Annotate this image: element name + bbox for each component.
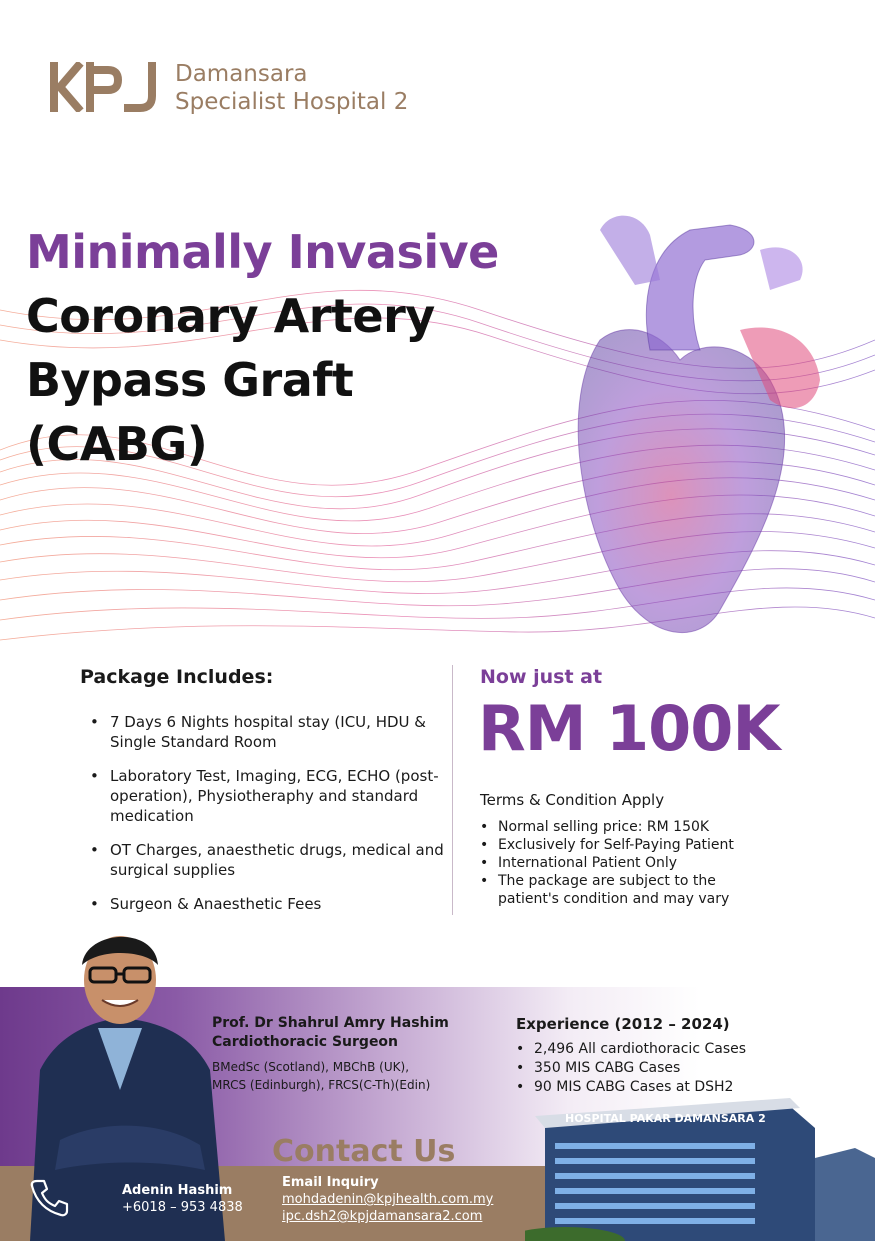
- list-item: • OT Charges, anaesthetic drugs, medical and surgical supplies: [90, 840, 450, 880]
- contact-title: Contact Us: [272, 1134, 456, 1169]
- list-item: • Laboratory Test, Imaging, ECG, ECHO (post-operation), Physiotheraphy and standard medication: [90, 766, 450, 826]
- doctor-qualifications: [212, 1058, 430, 1094]
- contact-phone[interactable]: +6018 – 953 4838: [122, 1200, 243, 1215]
- headline-line1: Minimally Invasive: [26, 225, 499, 279]
- package-heading: Package Includes:: [80, 666, 274, 688]
- list-item: • Normal selling price: RM 150K: [480, 818, 770, 836]
- list-item: • 2,496 All cardiothoracic Cases: [516, 1040, 746, 1059]
- email-link[interactable]: ipc.dsh2@kpjdamansara2.com: [282, 1209, 483, 1224]
- terms-list: [480, 818, 770, 908]
- headline-line3: Bypass Graft: [26, 353, 354, 407]
- contact-person-name: Adenin Hashim: [122, 1183, 233, 1198]
- email-link[interactable]: mohdadenin@kpjhealth.com.my: [282, 1192, 494, 1207]
- hospital-name-line1: Damansara: [175, 61, 308, 87]
- list-item: • 90 MIS CABG Cases at DSH2: [516, 1078, 746, 1097]
- doctor-role: Cardiothoracic Surgeon: [212, 1034, 399, 1050]
- list-item: • International Patient Only: [480, 854, 770, 872]
- divider: [452, 665, 453, 915]
- qualifications-line2: MRCS (Edinburgh), FRCS(C-Th)(Edin): [212, 1078, 431, 1092]
- offer-lead: Now just at: [480, 666, 603, 688]
- list-item: • The package are subject to the patient's condition and may vary: [480, 872, 770, 908]
- offer-price: RM 100K: [478, 692, 780, 765]
- headline-line4: (CABG): [26, 417, 208, 471]
- list-item: • Exclusively for Self-Paying Patient: [480, 836, 770, 854]
- headline-line2: Coronary Artery: [26, 289, 435, 343]
- hospital-name-line2: Specialist Hospital 2: [175, 89, 409, 115]
- qualifications-line1: BMedSc (Scotland), MBChB (UK),: [212, 1060, 410, 1074]
- package-list: [90, 712, 450, 928]
- doctor-name: Prof. Dr Shahrul Amry Hashim: [212, 1015, 449, 1031]
- list-item: • 7 Days 6 Nights hospital stay (ICU, HDU & Single Standard Room: [90, 712, 450, 752]
- phone-icon[interactable]: [28, 1176, 70, 1218]
- experience-heading: Experience (2012 – 2024): [516, 1015, 730, 1033]
- hospital-name: [175, 60, 408, 116]
- building-sign: HOSPITAL PAKAR DAMANSARA 2: [565, 1112, 766, 1125]
- terms-heading: Terms & Condition Apply: [480, 791, 665, 809]
- experience-list: [516, 1040, 746, 1097]
- doctor-info: [212, 1014, 449, 1052]
- kpj-logo: [48, 62, 163, 112]
- hospital-building-photo: [525, 1098, 875, 1241]
- headline: [26, 220, 499, 476]
- list-item: • Surgeon & Anaesthetic Fees: [90, 894, 450, 914]
- list-item: • 350 MIS CABG Cases: [516, 1059, 746, 1078]
- email-heading: Email Inquiry: [282, 1175, 379, 1190]
